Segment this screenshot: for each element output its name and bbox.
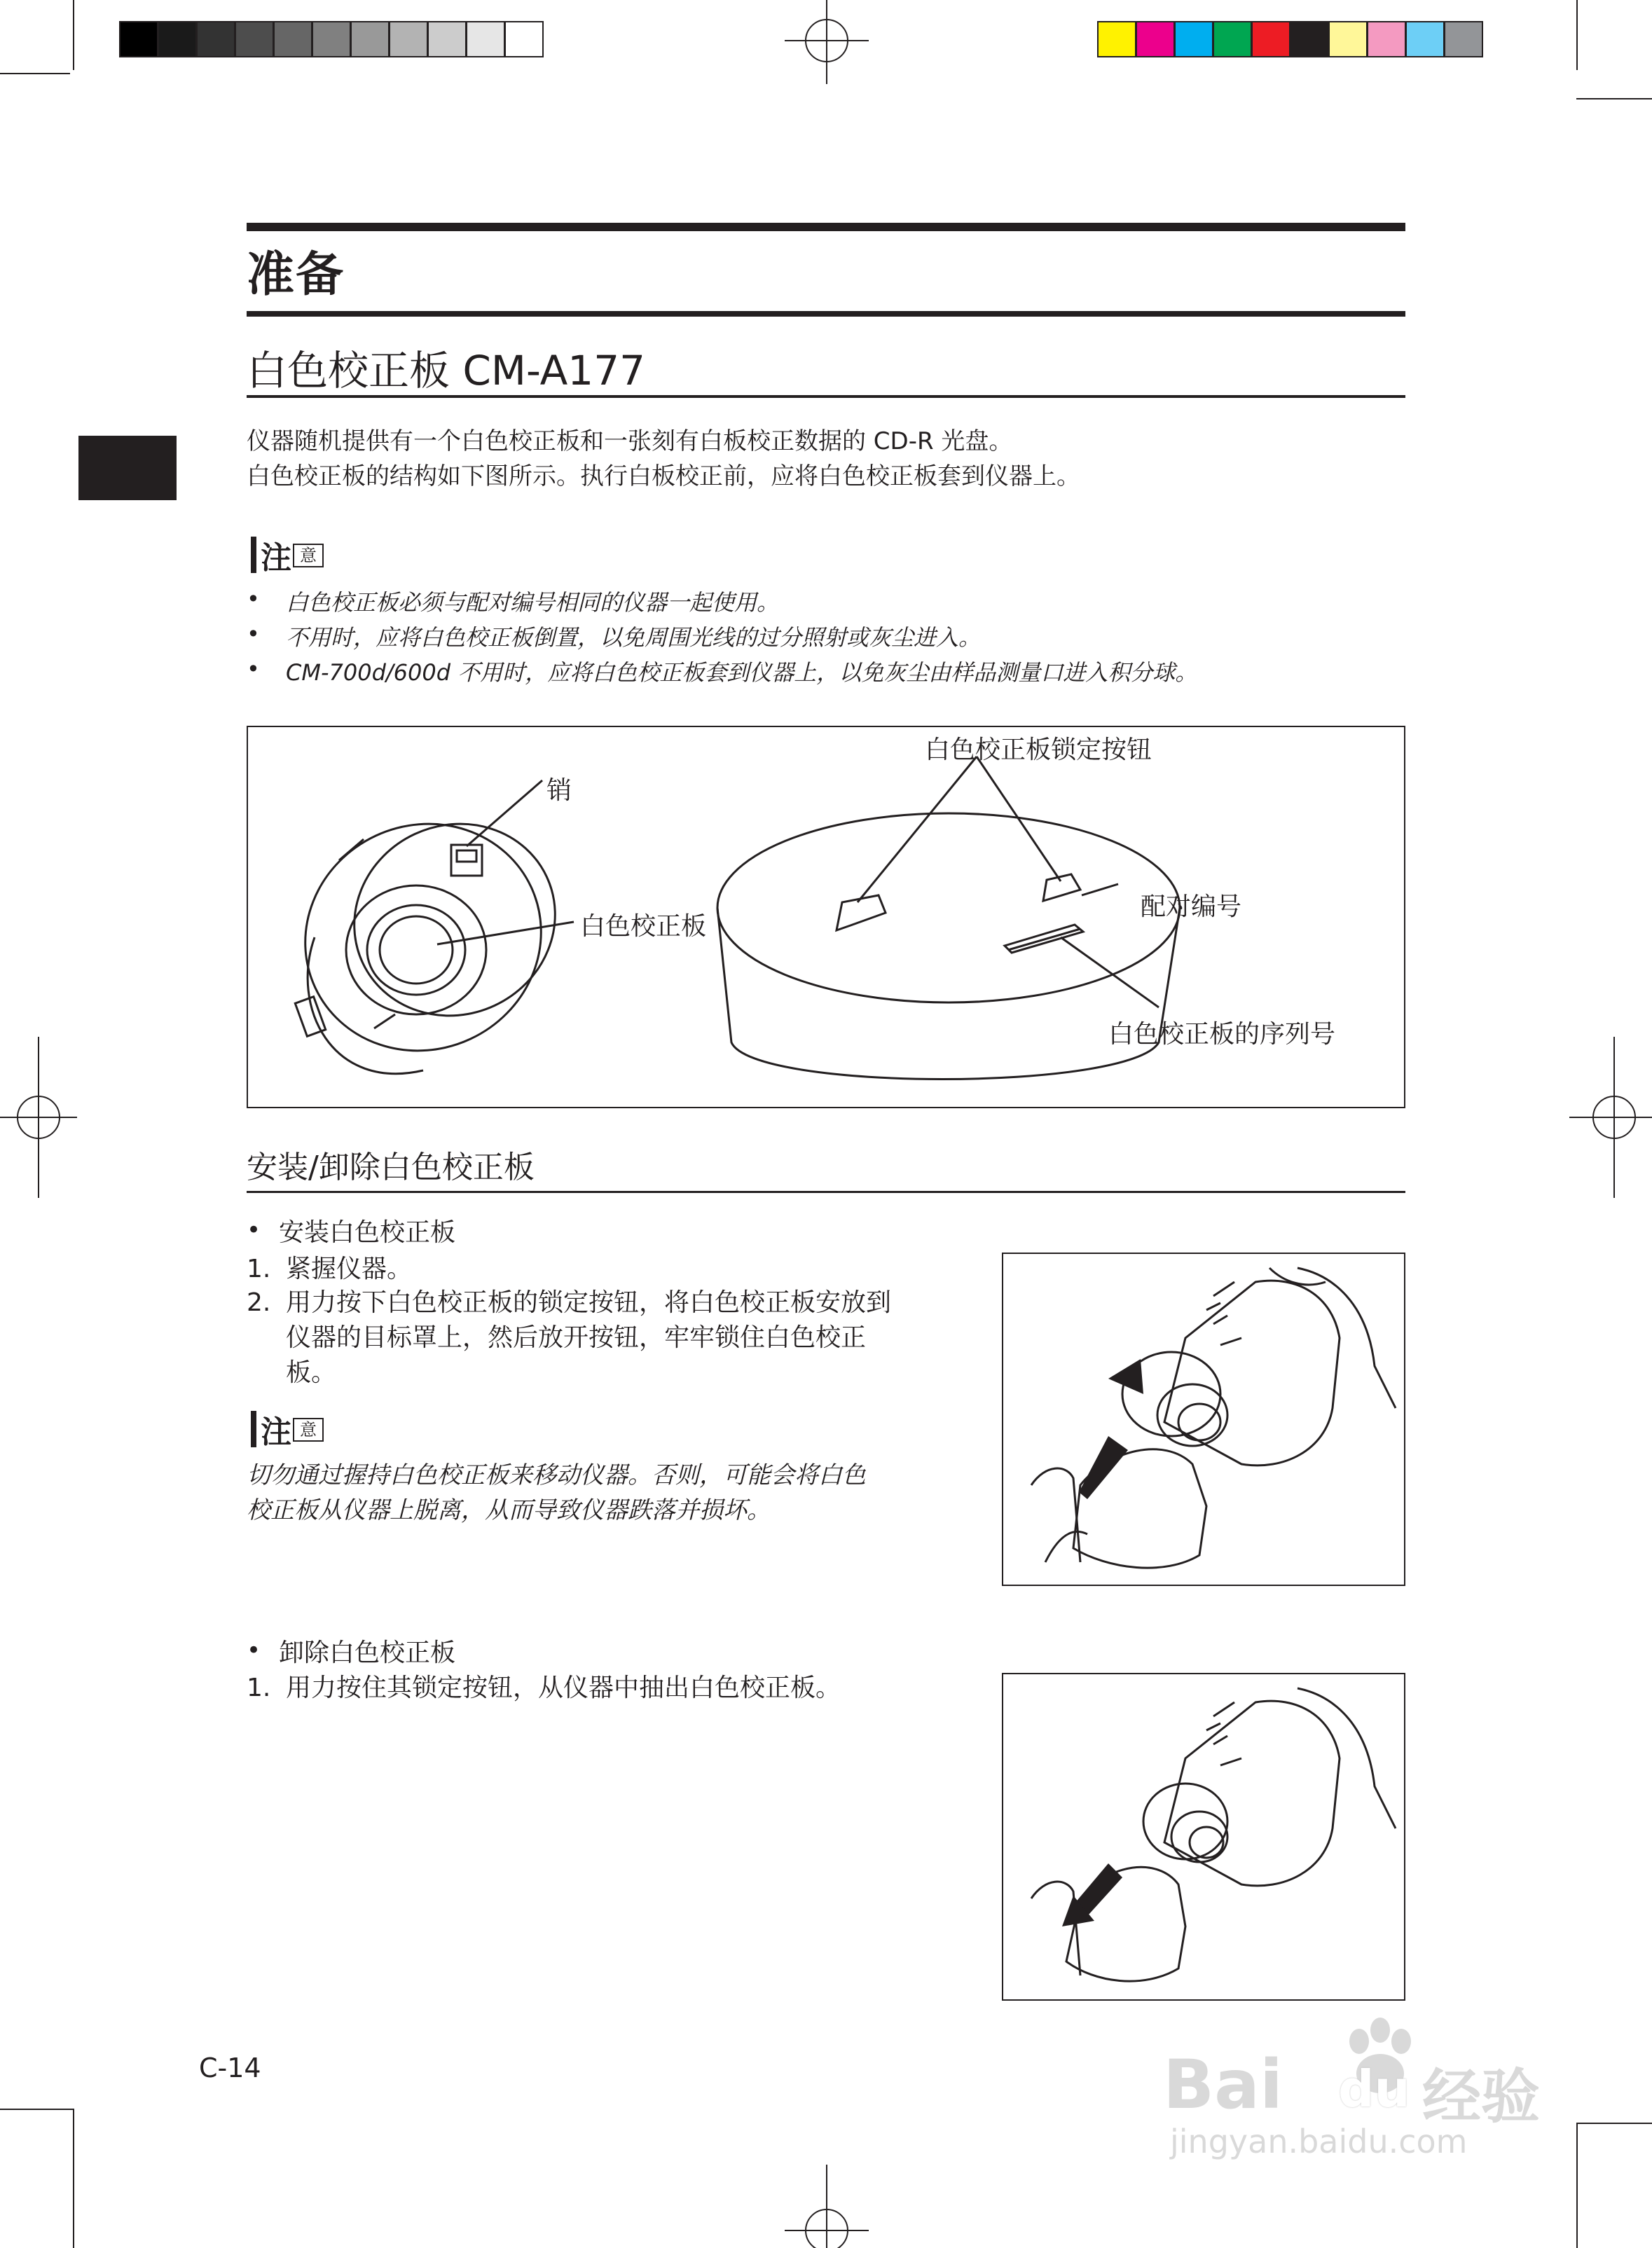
color-swatch (1136, 21, 1175, 57)
crop-mark (1576, 2123, 1652, 2124)
note-item: 白色校正板必须与配对编号相同的仪器一起使用。 (286, 589, 780, 616)
crop-mark (73, 0, 74, 70)
bullet-dot: • (247, 1216, 261, 1244)
color-swatch (1405, 21, 1445, 57)
section-rule (247, 311, 1405, 317)
crop-mark (1576, 2123, 1578, 2248)
bullet-dot: • (247, 1636, 261, 1664)
step-number: 2. (247, 1288, 271, 1317)
gray-swatch (235, 21, 274, 57)
subsection-title: 安装/卸除白色校正板 (247, 1150, 535, 1185)
bullet-dot: • (247, 656, 260, 682)
remove-step-1: 用力按住其锁定按钮，从仪器中抽出白色校正板。 (286, 1674, 841, 1702)
chapter-tab (78, 436, 177, 500)
gray-swatch (389, 21, 428, 57)
color-swatch (1097, 21, 1136, 57)
hand-instrument-drawing (1003, 1674, 1404, 1999)
color-swatch (1290, 21, 1329, 57)
product-rule (247, 395, 1405, 398)
caution-mark: 注 意 (251, 537, 328, 573)
label-white-plate: 白色校正板 (580, 912, 707, 941)
hand-instrument-drawing (1003, 1254, 1404, 1585)
registration-mark-bottom (785, 2165, 869, 2248)
subsection-rule (247, 1191, 1405, 1193)
top-rule (247, 223, 1405, 231)
install-step-2-line-3: 板。 (286, 1358, 337, 1387)
note-item: CM-700d/600d 不用时，应将白色校正板套到仪器上，以免灰尘由样品测量口进入积分球。 (286, 659, 1198, 686)
white-plate-diagram (247, 726, 1405, 1108)
crop-mark (73, 2109, 74, 2248)
label-serial-number: 白色校正板的序列号 (1108, 1020, 1336, 1049)
bullet-dot: • (247, 586, 260, 612)
remove-heading: 卸除白色校正板 (279, 1639, 456, 1667)
gray-swatch (196, 21, 235, 57)
caution-line-2: 校正板从仪器上脱离，从而导致仪器跌落并损坏。 (247, 1496, 771, 1524)
watermark: Bai du 经验 jingyan.baidu.com (1163, 2018, 1555, 2158)
gray-swatch (466, 21, 505, 57)
crop-mark (0, 2109, 73, 2110)
crop-mark (0, 73, 70, 74)
gray-swatch (350, 21, 390, 57)
color-swatch (1367, 21, 1406, 57)
color-swatch (1174, 21, 1213, 57)
step-number: 1. (247, 1674, 271, 1702)
page-number: C-14 (199, 2053, 261, 2083)
note-item: 不用时，应将白色校正板倒置，以免周围光线的过分照射或灰尘进入。 (286, 624, 982, 651)
gray-swatch (273, 21, 312, 57)
label-pairing-number: 配对编号 (1141, 892, 1242, 921)
label-lock-button: 白色校正板锁定按钮 (925, 736, 1152, 764)
color-swatch (1213, 21, 1252, 57)
gray-swatch (427, 21, 467, 57)
label-pin: 销 (546, 776, 572, 805)
caution-line-1: 切勿通过握持白色校正板来移动仪器。否则，可能会将白色 (247, 1461, 866, 1489)
install-step-1: 紧握仪器。 (286, 1255, 413, 1283)
color-swatch (1328, 21, 1368, 57)
remove-illustration (1002, 1673, 1405, 2001)
registration-mark-top (785, 0, 869, 84)
gray-swatch (158, 21, 197, 57)
install-heading: 安装白色校正板 (279, 1218, 456, 1247)
step-number: 1. (247, 1255, 271, 1283)
color-swatch (1251, 21, 1290, 57)
gray-swatch (312, 21, 351, 57)
bullet-dot: • (247, 621, 260, 647)
install-illustration (1002, 1253, 1405, 1586)
registration-mark-right (1569, 1037, 1652, 1198)
product-title: 白色校正板 CM-A177 (247, 347, 646, 394)
intro-line-2: 白色校正板的结构如下图所示。执行白板校正前，应将白色校正板套到仪器上。 (247, 462, 1080, 490)
gray-swatch (119, 21, 158, 57)
section-title: 准备 (247, 247, 345, 303)
crop-mark (1576, 0, 1578, 70)
install-step-2-line-2: 仪器的目标罩上，然后放开按钮，牢牢锁住白色校正 (286, 1323, 867, 1352)
registration-mark-left (0, 1037, 77, 1198)
color-swatch (1444, 21, 1483, 57)
crop-mark (1576, 98, 1652, 99)
intro-line-1: 仪器随机提供有一个白色校正板和一张刻有白板校正数据的 CD-R 光盘。 (247, 427, 1013, 455)
gray-swatch (504, 21, 544, 57)
install-step-2-line-1: 用力按下白色校正板的锁定按钮，将白色校正板安放到 (286, 1288, 892, 1317)
caution-mark: 注 意 (251, 1411, 328, 1447)
